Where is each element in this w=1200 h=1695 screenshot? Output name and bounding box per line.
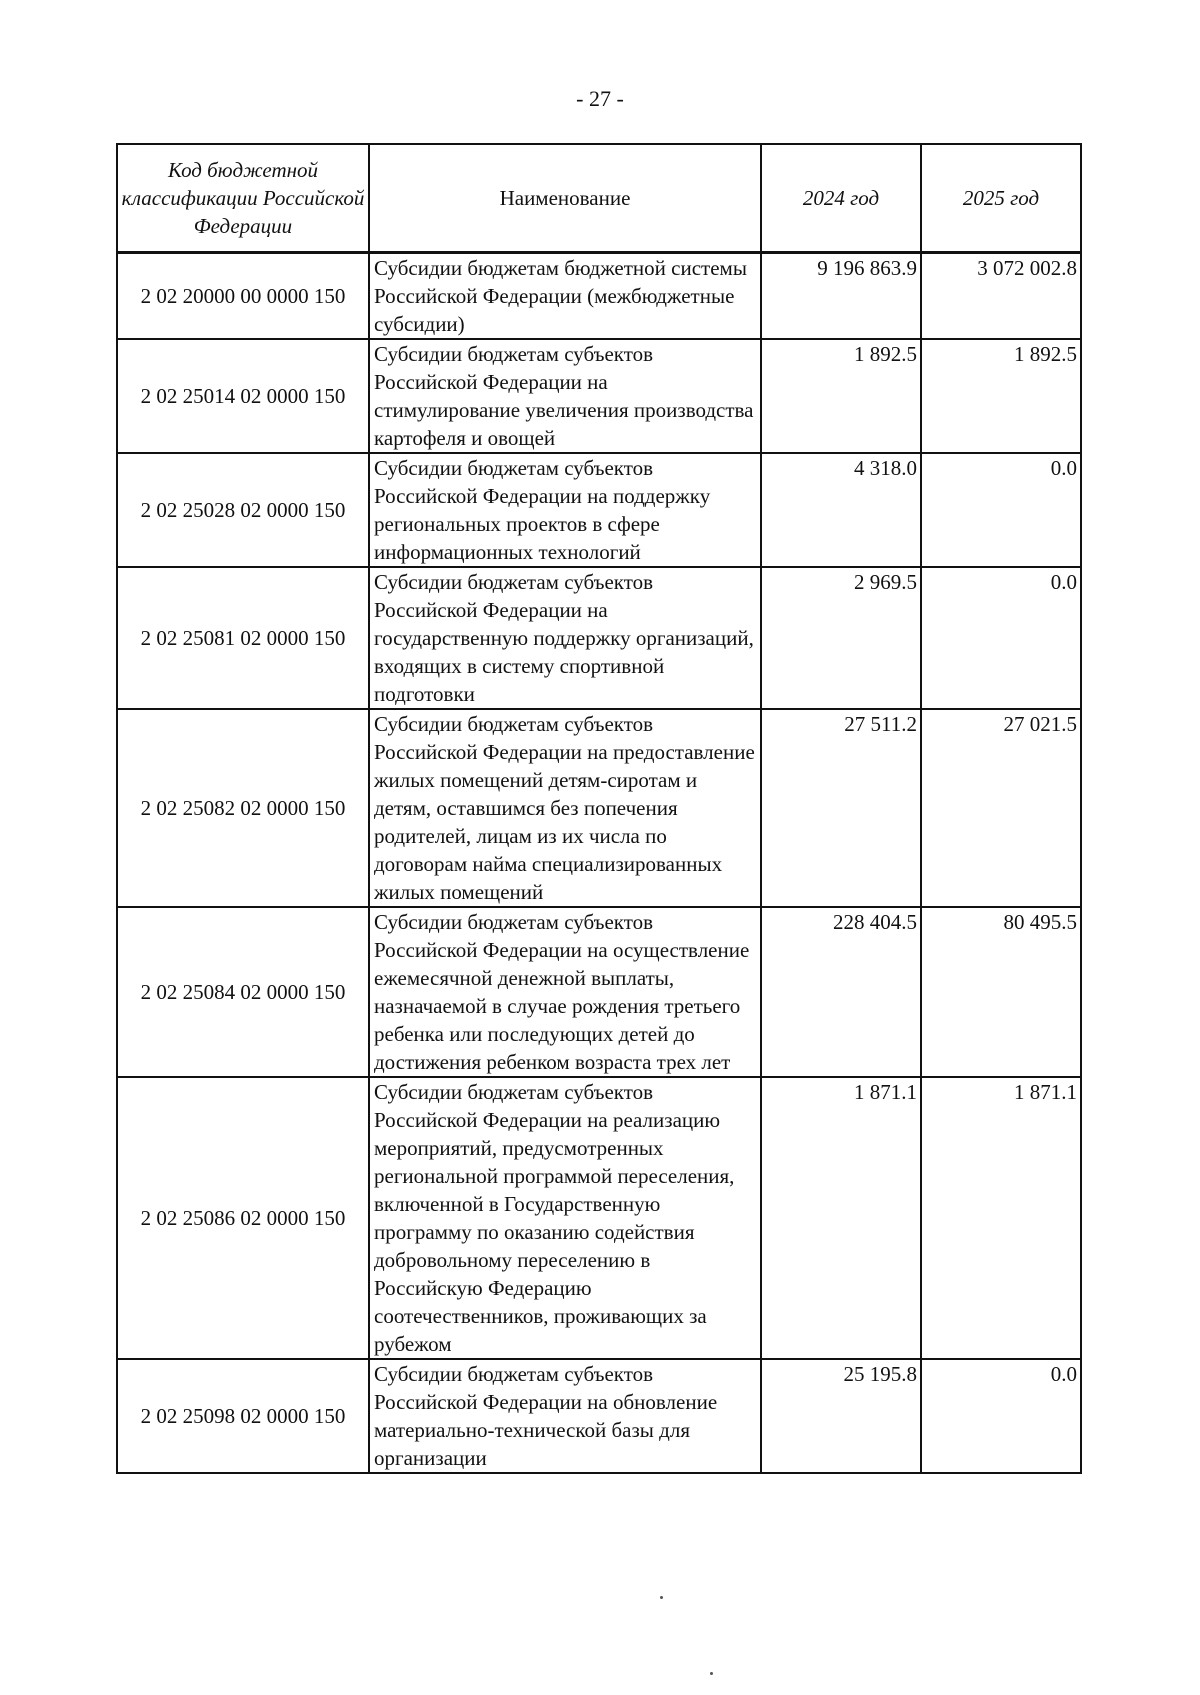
table-row	[117, 907, 1081, 1077]
row-code: 2 02 25086 02 0000 150	[117, 1077, 369, 1359]
table-row	[117, 1077, 1081, 1359]
row-code: 2 02 25014 02 0000 150	[117, 339, 369, 453]
header-year-2024: 2024 год	[761, 144, 921, 253]
table-body	[117, 253, 1081, 1474]
row-value-2025: 80 495.5	[921, 907, 1081, 1077]
row-name: Субсидии бюджетам субъектов Российской Федерации на осуществление ежемесячной денежной выплаты, назначаемой в случае рождения третьего ребенка или последующих детей до достижения ребенком возраста трех лет	[369, 907, 761, 1077]
header-year-2025: 2025 год	[921, 144, 1081, 253]
row-value-2025: 1 892.5	[921, 339, 1081, 453]
budget-table	[116, 143, 1082, 1474]
page-number: - 27 -	[576, 86, 624, 111]
table-row	[117, 1359, 1081, 1473]
header-name: Наименование	[369, 144, 761, 253]
scan-speck	[710, 1672, 713, 1675]
row-value-2025: 0.0	[921, 1359, 1081, 1473]
row-value-2025: 0.0	[921, 567, 1081, 709]
table-row	[117, 709, 1081, 907]
row-name: Субсидии бюджетам субъектов Российской Федерации на реализацию мероприятий, предусмотренных региональной программой переселения, включенной в Государственную программу по оказанию содействия добровольному переселению в Российскую Федерацию соотечественников, проживающих за рубежом	[369, 1077, 761, 1359]
row-value-2024: 1 892.5	[761, 339, 921, 453]
row-value-2024: 25 195.8	[761, 1359, 921, 1473]
row-value-2025: 3 072 002.8	[921, 253, 1081, 340]
table-row	[117, 567, 1081, 709]
row-value-2024: 228 404.5	[761, 907, 921, 1077]
row-name: Субсидии бюджетам субъектов Российской Федерации на предоставление жилых помещений детям-сиротам и детям, оставшимся без попечения родителей, лицам из их числа по договорам найма специализированных жилых помещений	[369, 709, 761, 907]
row-value-2024: 9 196 863.9	[761, 253, 921, 340]
table-row	[117, 339, 1081, 453]
row-name: Субсидии бюджетам субъектов Российской Федерации на стимулирование увеличения производства картофеля и овощей	[369, 339, 761, 453]
row-value-2025: 1 871.1	[921, 1077, 1081, 1359]
row-code: 2 02 25028 02 0000 150	[117, 453, 369, 567]
row-name: Субсидии бюджетам субъектов Российской Федерации на поддержку региональных проектов в сфере информационных технологий	[369, 453, 761, 567]
row-value-2025: 0.0	[921, 453, 1081, 567]
row-code: 2 02 25098 02 0000 150	[117, 1359, 369, 1473]
row-value-2025: 27 021.5	[921, 709, 1081, 907]
row-name: Субсидии бюджетам субъектов Российской Федерации на обновление материально-технической базы для организации	[369, 1359, 761, 1473]
table-header	[117, 144, 1081, 253]
row-code: 2 02 25081 02 0000 150	[117, 567, 369, 709]
row-name: Субсидии бюджетам субъектов Российской Федерации на государственную поддержку организаций, входящих в систему спортивной подготовки	[369, 567, 761, 709]
header-code: Код бюджетной классификации Российской Федерации	[117, 144, 369, 253]
row-code: 2 02 20000 00 0000 150	[117, 253, 369, 340]
header-row	[117, 144, 1081, 253]
table-row	[117, 453, 1081, 567]
row-value-2024: 4 318.0	[761, 453, 921, 567]
scan-speck	[660, 1596, 663, 1599]
row-value-2024: 2 969.5	[761, 567, 921, 709]
table-row	[117, 253, 1081, 340]
row-value-2024: 1 871.1	[761, 1077, 921, 1359]
row-value-2024: 27 511.2	[761, 709, 921, 907]
row-code: 2 02 25084 02 0000 150	[117, 907, 369, 1077]
row-name: Субсидии бюджетам бюджетной системы Российской Федерации (межбюджетные субсидии)	[369, 253, 761, 340]
row-code: 2 02 25082 02 0000 150	[117, 709, 369, 907]
